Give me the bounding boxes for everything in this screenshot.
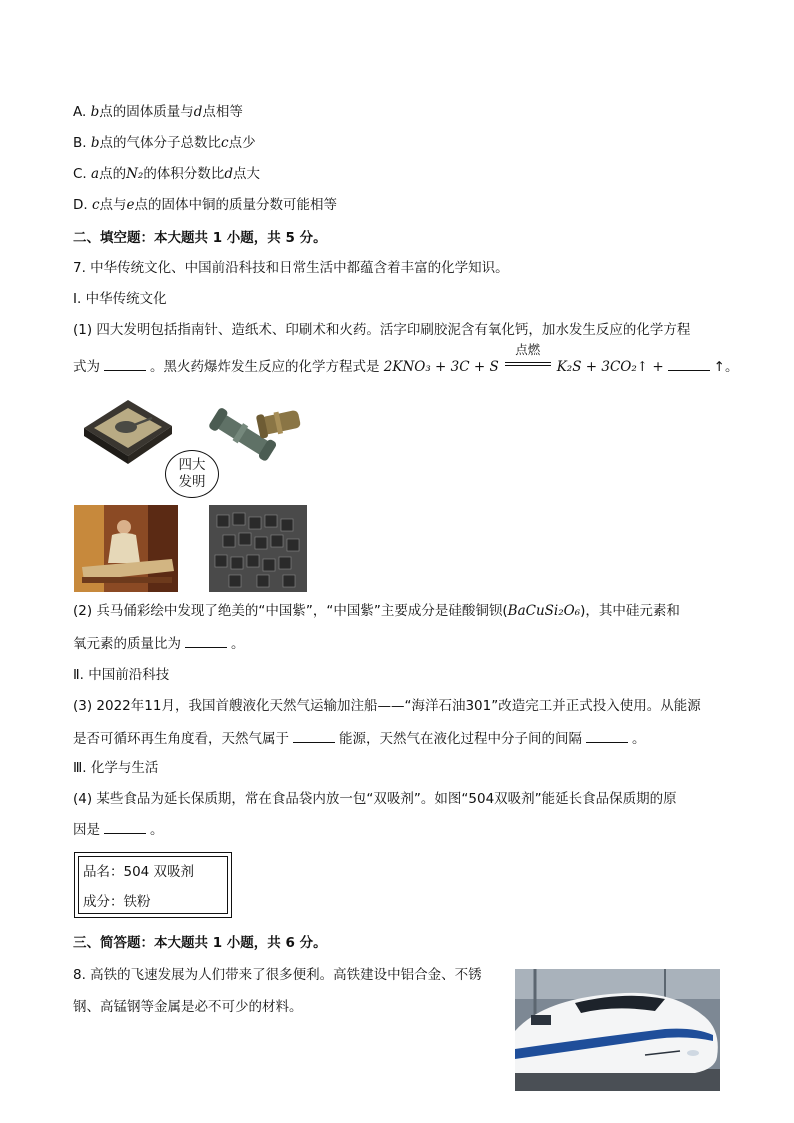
product-composition: 成分：铁粉: [83, 894, 151, 910]
option-b: B. b点的气体分子总数比c点少: [73, 135, 256, 151]
papermaking-image: [74, 505, 178, 592]
q7-s2-line2: 氧元素的质量比为 。: [73, 633, 245, 654]
q7-intro: 7. 中华传统文化、中国前沿科技和日常生活中都蕴含着丰富的化学知识。: [73, 260, 509, 276]
product-label-box: [74, 852, 232, 918]
reaction-condition: 点燃: [505, 357, 551, 377]
q7-part1-heading: Ⅰ. 中华传统文化: [73, 291, 167, 307]
compass-image: [82, 398, 174, 470]
q7-part3-heading: Ⅲ. 化学与生活: [73, 760, 159, 776]
q7-s1-line2: 式为 。黑火药爆炸发生反应的化学方程式是 2KNO₃ + 3C + S 点燃 K₂S + 3CO₂↑ + ↑。: [73, 342, 739, 375]
option-a: A. b点的固体质量与d点相等: [73, 104, 243, 120]
product-name: 品名：504 双吸剂: [83, 864, 195, 880]
section-heading-short: 三、简答题：本大题共 1 小题，共 6 分。: [73, 935, 327, 951]
option-d: D. c点与e点的固体中铜的质量分数可能相等: [73, 197, 338, 213]
q8-line1: 8. 高铁的飞速发展为人们带来了很多便利。高铁建设中铝合金、不锈: [73, 967, 482, 983]
answer-blank[interactable]: [668, 356, 710, 371]
q7-s1-line1: (1) 四大发明包括指南针、造纸术、印刷术和火药。活字印刷胶泥含有氧化钙，加水发生反应的化学方程: [73, 322, 691, 338]
q7-s4-line2: 因是 。: [73, 819, 164, 840]
four-inventions-badge: 四大 发明: [165, 450, 219, 498]
answer-blank[interactable]: [185, 633, 227, 648]
answer-blank[interactable]: [586, 728, 628, 743]
answer-blank[interactable]: [293, 728, 335, 743]
q7-s3-line2: 是否可循环再生角度看，天然气属于 能源，天然气在液化过程中分子间的间隔 。: [73, 728, 646, 749]
q7-s3-line1: (3) 2022年11月，我国首艘液化天然气运输加注船——“海洋石油301”改造完工并正式投入使用。从能源: [73, 698, 701, 714]
answer-blank[interactable]: [104, 819, 146, 834]
section-heading-fill: 二、填空题：本大题共 1 小题，共 5 分。: [73, 230, 327, 246]
answer-blank[interactable]: [104, 356, 146, 371]
q7-s2-line1: (2) 兵马俑彩绘中发现了绝美的“中国紫”，“中国紫”主要成分是硅酸铜钡(BaCuSi₂O₆)，其中硅元素和: [73, 603, 680, 619]
option-c: C. a点的N₂的体积分数比d点大: [73, 166, 260, 182]
q8-line2: 钢、高锰钢等金属是必不可少的材料。: [73, 999, 303, 1015]
q7-part2-heading: Ⅱ. 中国前沿科技: [73, 667, 170, 683]
gunpowder-cannon-image: [206, 396, 304, 464]
q7-s4-line1: (4) 某些食品为延长保质期，常在食品袋内放一包“双吸剂”。如图“504双吸剂”能延长食品保质期的原: [73, 791, 677, 807]
movable-type-image: [209, 505, 307, 592]
high-speed-train-image: [515, 969, 720, 1091]
